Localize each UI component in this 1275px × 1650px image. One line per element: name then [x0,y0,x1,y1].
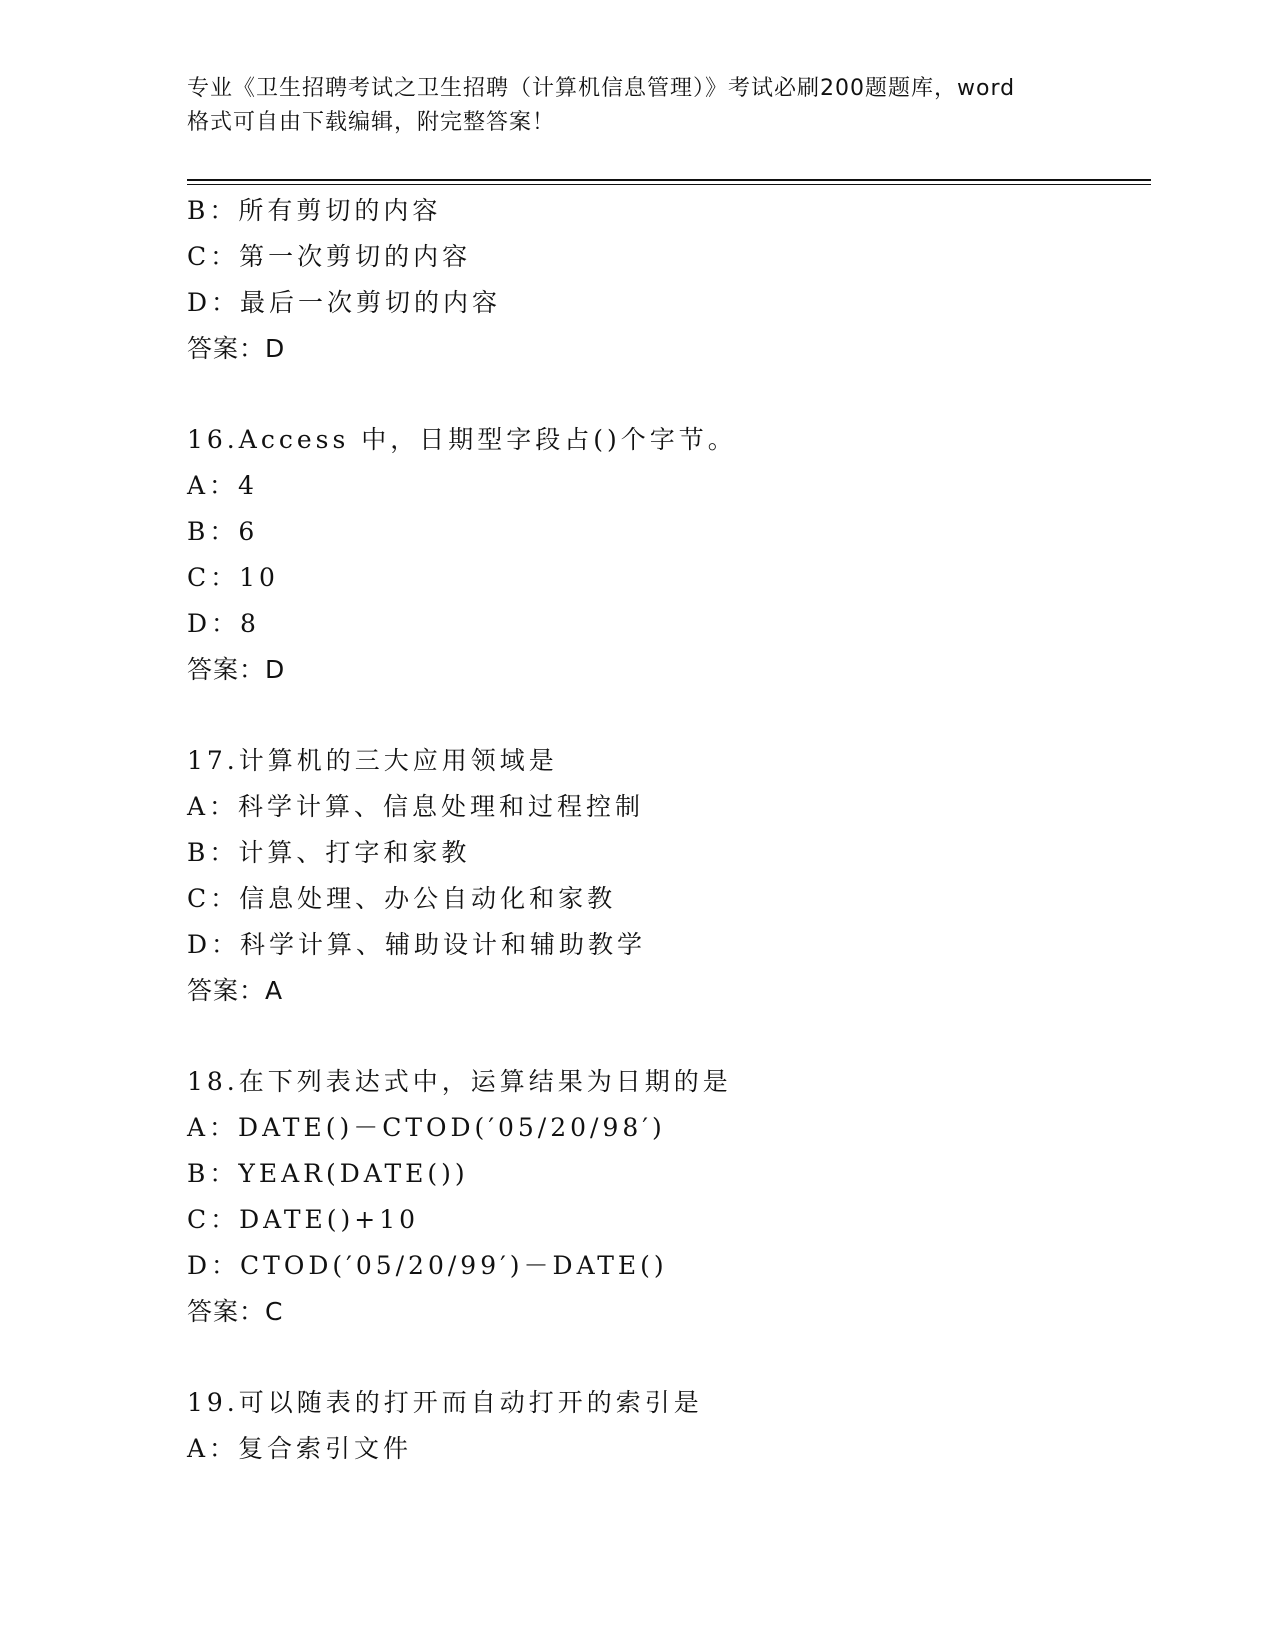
header-title-line-1: 专业《卫生招聘考试之卫生招聘（计算机信息管理）》考试必刷200题题库，word [187,76,1016,101]
option-a: A：DATE()－CTOD(′05/20/98′) [187,1113,666,1142]
spacer [187,1335,1147,1380]
option-c: C：10 [187,563,279,592]
option-a: A：4 [187,471,258,500]
option-a: A：科学计算、信息处理和过程控制 [187,792,645,821]
answer: 答案：A [187,976,284,1005]
question-17 [187,738,1147,1014]
spacer [187,693,1147,738]
option-c: C：DATE()+10 [187,1205,420,1234]
option-b: B：YEAR(DATE()) [187,1159,469,1188]
option-d: D：科学计算、辅助设计和辅助教学 [187,930,647,959]
question-text: 19.可以随表的打开而自动打开的索引是 [187,1388,703,1417]
answer: 答案：D [187,655,286,684]
answer: 答案：C [187,1297,284,1326]
question-16 [187,417,1147,693]
header-title-line-2: 格式可自由下载编辑，附完整答案！ [187,110,556,135]
question-list [187,188,1147,1472]
option-a: A：复合索引文件 [187,1434,413,1463]
spacer [187,1014,1147,1059]
question-text: 16.Access 中，日期型字段占()个字节。 [187,425,737,454]
question-19 [187,1380,1147,1472]
question-text: 18.在下列表达式中，运算结果为日期的是 [187,1067,732,1096]
option-d: D：最后一次剪切的内容 [187,288,502,317]
option-d: D：8 [187,609,260,638]
document-header [187,72,1087,140]
header-divider-thick [187,179,1151,181]
question-15 [187,188,1147,372]
header-divider-thin [187,184,1151,185]
answer: 答案：D [187,334,286,363]
option-b: B：计算、打字和家教 [187,838,471,867]
option-c: C：信息处理、办公自动化和家教 [187,884,617,913]
option-b: B：所有剪切的内容 [187,196,442,225]
option-b: B：6 [187,517,259,546]
option-d: D：CTOD(′05/20/99′)－DATE() [187,1251,668,1280]
question-18 [187,1059,1147,1335]
question-text: 17.计算机的三大应用领域是 [187,746,558,775]
option-c: C：第一次剪切的内容 [187,242,472,271]
spacer [187,372,1147,417]
